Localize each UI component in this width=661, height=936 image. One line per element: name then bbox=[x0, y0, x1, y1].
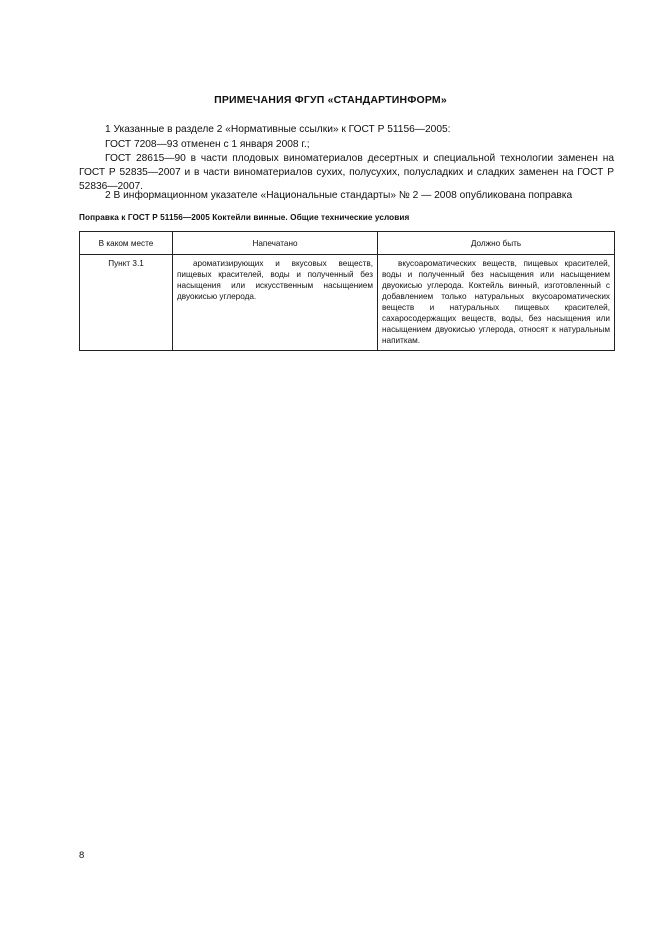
notes-heading: ПРИМЕЧАНИЯ ФГУП «СТАНДАРТИНФОРМ» bbox=[214, 94, 447, 106]
correction-table bbox=[79, 231, 615, 351]
note-paragraph-3: ГОСТ 28615—90 в части плодовых виноматериалов десертных и специальной технологии заменен на ГОСТ Р 52835—2007 и в части виноматериалов сухих, полусухих, полусладких и сладких заменен на ГОСТ Р 52836—2007. bbox=[79, 153, 614, 192]
page-number: 8 bbox=[79, 850, 85, 861]
header-place: В каком месте bbox=[80, 232, 173, 255]
printed-text: ароматизирующих и вкусовых веществ, пищевых красителей, воды и полученный без насыщения или искусственным насыщением двуокисью углерода. bbox=[177, 259, 373, 301]
table-row bbox=[80, 255, 615, 351]
header-printed: Напечатано bbox=[173, 232, 378, 255]
note-paragraph-2: ГОСТ 7208—93 отменен с 1 января 2008 г.; bbox=[105, 139, 310, 150]
note-paragraph-1: 1 Указанные в разделе 2 «Нормативные ссылки» к ГОСТ Р 51156—2005: bbox=[105, 124, 451, 135]
table-header-row bbox=[80, 232, 615, 255]
header-should-be: Должно быть bbox=[378, 232, 615, 255]
cell-printed bbox=[173, 255, 378, 351]
cell-place: Пункт 3.1 bbox=[80, 255, 173, 351]
note-paragraph-4: 2 В информационном указателе «Национальные стандарты» № 2 — 2008 опубликована поправка bbox=[105, 190, 573, 201]
should-be-text: вкусоароматических веществ, пищевых красителей, воды и полученный без насыщения или насыщением двуокисью углерода. Коктейль винный, изготовленный с добавлением только натуральных вкусоароматических веществ и натуральных пищевых красителей, сахаросодержащих веществ, воды, без насыщения или насыщением двуокисью углерода, относят к натуральным напиткам. bbox=[382, 259, 610, 345]
table-caption: Поправка к ГОСТ Р 51156—2005 Коктейли винные. Общие технические условия bbox=[79, 213, 410, 222]
cell-should-be bbox=[378, 255, 615, 351]
